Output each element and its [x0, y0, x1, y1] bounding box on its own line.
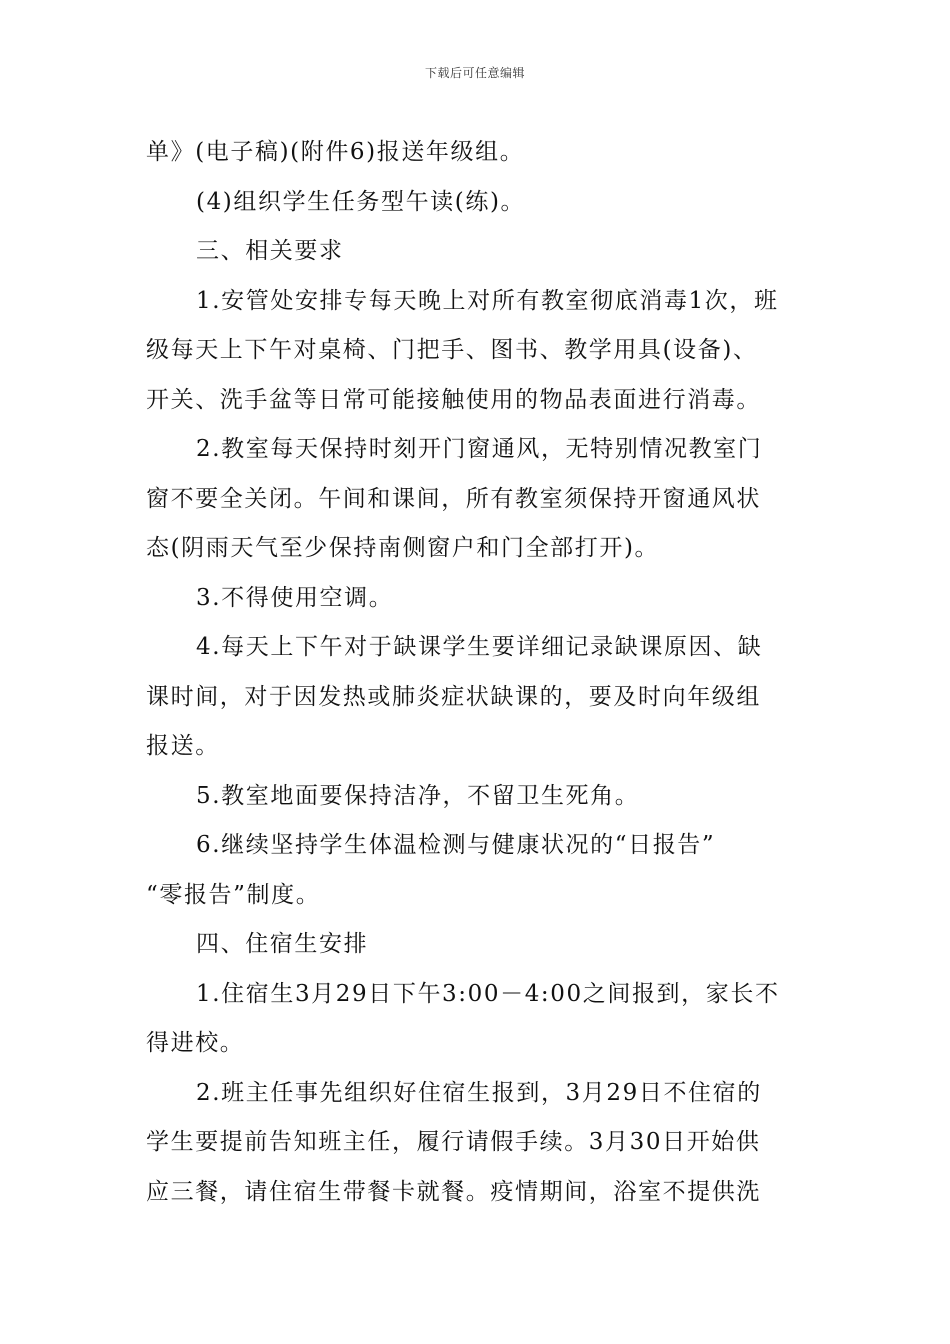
text-line: 单》(电子稿)(附件6)报送年级组。 — [146, 139, 525, 165]
text-line: 学生要提前告知班主任，履行请假手续。3月30日开始供 — [146, 1129, 761, 1155]
text-line: 1.安管处安排专每天晚上对所有教室彻底消毒1次，班 — [196, 287, 779, 314]
text-line: 3.不得使用空调。 — [196, 584, 394, 611]
text-line: 6.继续坚持学生体温检测与健康状况的“日报告” — [196, 832, 716, 858]
document-body — [146, 128, 808, 1217]
text-line: 5.教室地面要保持洁净，不留卫生死角。 — [196, 782, 640, 809]
section-heading: 四、住宿生安排 — [196, 931, 369, 957]
text-line: 报送。 — [146, 733, 220, 759]
text-line: 2.班主任事先组织好住宿生报到，3月29日不住宿的 — [196, 1079, 762, 1106]
text-line: 2.教室每天保持时刻开门窗通风，无特别情况教室门 — [196, 436, 763, 462]
text-line: 1.住宿生3月29日下午3:00－4:00之间报到，家长不 — [196, 980, 780, 1007]
text-line: 开关、洗手盆等日常可能接触使用的物品表面进行消毒。 — [146, 386, 761, 413]
text-line: (4)组织学生任务型午读(练)。 — [196, 188, 526, 215]
text-line: 窗不要全关闭。午间和课间，所有教室须保持开窗通风状 — [146, 485, 761, 512]
text-line: 课时间，对于因发热或肺炎症状缺课的，要及时向年级组 — [146, 683, 761, 710]
text-line: 态(阴雨天气至少保持南侧窗户和门全部打开)。 — [146, 535, 660, 561]
text-line: 得进校。 — [146, 1030, 245, 1056]
text-line: 4.每天上下午对于缺课学生要详细记录缺课原因、缺 — [196, 634, 763, 660]
text-line: 级每天上下午对桌椅、门把手、图书、教学用具(设备)、 — [146, 337, 758, 363]
page-header: 下载后可任意编辑 — [424, 66, 525, 80]
text-line: “零报告”制度。 — [146, 881, 321, 908]
section-heading: 三、相关要求 — [196, 238, 344, 264]
text-line: 应三餐，请住宿生带餐卡就餐。疫情期间，浴室不提供洗 — [146, 1178, 761, 1205]
